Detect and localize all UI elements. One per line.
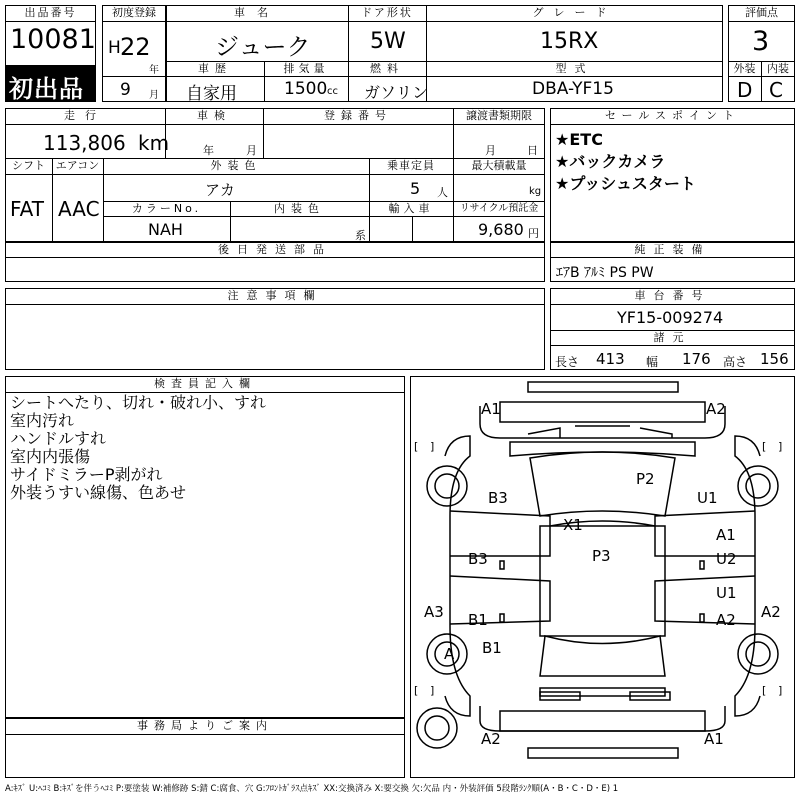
inspector-remark: ハンドルすれ <box>10 429 107 448</box>
max-load-label: 最大積載量 <box>471 159 527 172</box>
int-color-label: 内装色 <box>274 202 325 215</box>
svg-text:[: [ <box>414 440 419 453</box>
month: 9 <box>120 80 131 100</box>
mileage-unit: km <box>138 131 170 155</box>
recycle: 9,680 <box>478 220 524 239</box>
door-label: ドア形状 <box>361 6 413 19</box>
recycle-label: リサイクル預託金 <box>459 203 539 214</box>
damage-mark: A3 <box>424 603 444 621</box>
damage-mark: A1 <box>481 400 501 418</box>
damage-mark: A1 <box>704 730 724 748</box>
reg-number-label: 登録番号 <box>324 109 392 122</box>
office-label: 事務局よりご案内 <box>137 719 273 732</box>
ext-color: アカ <box>205 181 235 199</box>
height: 156 <box>760 350 789 368</box>
fuel-label: 燃料 <box>370 62 404 75</box>
inspection-year-unit: 年 <box>203 144 214 157</box>
import-label: 輸入車 <box>388 202 434 215</box>
displacement: 1500 <box>284 79 328 99</box>
damage-mark: P3 <box>592 547 611 565</box>
notes-label: 注意事項欄 <box>227 289 323 302</box>
svg-text:[: [ <box>414 684 419 697</box>
damage-mark: A2 <box>481 730 501 748</box>
svg-text:]: ] <box>430 684 435 697</box>
model: DBA-YF15 <box>532 79 614 99</box>
shift: FAT <box>10 197 45 221</box>
recycle-unit: 円 <box>528 227 539 240</box>
displacement-unit: cc <box>327 86 338 97</box>
max-load-unit: kg <box>529 186 542 197</box>
grade-label: グレード <box>532 6 617 19</box>
score-label: 評価点 <box>745 6 778 19</box>
color-no-label: カラーNo. <box>131 202 202 215</box>
damage-mark: A2 <box>706 400 726 418</box>
sales-point-item: ★バックカメラ <box>555 152 666 171</box>
month-unit: 月 <box>149 90 159 101</box>
damage-mark: B1 <box>468 611 488 629</box>
transfer-month-unit: 月 <box>485 144 496 157</box>
inspector-label: 検査員記入欄 <box>154 377 256 390</box>
mileage: 113,806 <box>43 131 126 155</box>
length-label: 長さ <box>555 355 580 369</box>
sales-point-item: ★ETC <box>555 130 603 149</box>
svg-text:]: ] <box>778 684 783 697</box>
history: 自家用 <box>186 84 237 104</box>
damage-mark: X1 <box>563 516 583 534</box>
inspector-remark: 外装うすい線傷、色あせ <box>10 483 187 502</box>
exterior-score-label: 外装 <box>733 62 756 75</box>
damage-mark: U2 <box>716 550 737 568</box>
lot-label: 出品番号 <box>24 6 77 19</box>
model-label: 型式 <box>555 62 594 75</box>
damage-mark: U1 <box>697 489 718 507</box>
later-parts-label: 後日発送部品 <box>218 243 332 256</box>
damage-mark: U1 <box>716 584 737 602</box>
dims-label: 諸元 <box>653 331 692 344</box>
interior-score-label: 内装 <box>767 62 789 75</box>
damage-mark: B3 <box>468 550 488 568</box>
inspection-label: 車検 <box>197 109 231 122</box>
equipment-value: ｴｱB ｱﾙﾐ PS PW <box>556 265 654 281</box>
damage-mark: A2 <box>761 603 781 621</box>
width: 176 <box>682 350 711 368</box>
damage-mark: A2 <box>716 611 736 629</box>
sales-point-item: ★プッシュスタート <box>555 174 696 193</box>
exterior-score: D <box>737 78 753 102</box>
capacity-label: 乗車定員 <box>387 159 435 172</box>
fuel: ガソリン <box>364 83 429 102</box>
grade: 15RX <box>540 29 599 54</box>
damage-mark: A1 <box>716 526 736 544</box>
transfer-day-unit: 日 <box>527 144 538 157</box>
capacity-unit: 人 <box>437 186 448 199</box>
displacement-label: 排気量 <box>283 62 329 75</box>
interior-score: C <box>769 78 783 102</box>
inspection-month-unit: 月 <box>246 144 257 157</box>
aircon: AAC <box>58 197 100 221</box>
width-label: 幅 <box>646 355 659 369</box>
legend: A:ｷｽﾞ U:ﾍｺﾐ B:ｷｽﾞを伴うﾍｺﾐ P:要塗装 W:補修跡 S:錆 C:腐食、穴 G:ﾌﾛﾝﾄｶﾞﾗｽ点ｷｽﾞ XX:交換済み X:要交換 欠:欠品 内・外装評価 5段階ﾗﾝｸ順(A・B・C・D・E) 1 <box>5 784 619 794</box>
color-no: NAH <box>148 220 183 239</box>
chassis-value: YF15-009274 <box>617 308 724 327</box>
year-unit: 年 <box>149 65 159 76</box>
transfer-label: 譲渡書類期限 <box>466 109 532 122</box>
door-type: 5W <box>370 29 406 54</box>
damage-mark: P2 <box>636 470 655 488</box>
inspector-remark: シートへたり、切れ・破れ小、すれ <box>10 393 267 412</box>
mileage-label: 走行 <box>64 109 106 122</box>
car-diagram <box>410 376 795 778</box>
chassis-label: 車台番号 <box>634 289 711 302</box>
svg-text:[: [ <box>762 440 767 453</box>
svg-text:[: [ <box>762 684 767 697</box>
equipment-label: 純正装備 <box>634 243 711 256</box>
car-name: ジューク <box>215 33 311 61</box>
capacity: 5 <box>410 179 421 198</box>
damage-mark: A <box>444 645 455 663</box>
damage-mark: B3 <box>488 489 508 507</box>
shift-label: シフト <box>12 159 45 172</box>
length: 413 <box>596 350 625 368</box>
svg-text:]: ] <box>778 440 783 453</box>
damage-mark: B1 <box>482 639 502 657</box>
inspector-remark: サイドミラーP剥がれ <box>10 465 163 484</box>
history-label: 車歴 <box>198 62 232 75</box>
height-label: 高さ <box>723 355 748 369</box>
inspector-remark: 室内汚れ <box>10 411 75 430</box>
sales-points-label: セールスポイント <box>604 109 740 122</box>
inspector-remark: 室内内張傷 <box>10 447 91 466</box>
ext-color-label: 外装色 <box>210 159 262 172</box>
first-listing-text: 初出品 <box>9 75 84 103</box>
year: 22 <box>120 33 151 61</box>
score: 3 <box>752 26 770 57</box>
details-box <box>5 108 545 242</box>
lot-number: 10081 <box>10 24 96 55</box>
car-name-label: 車名 <box>234 6 280 19</box>
first-reg-label: 初度登録 <box>112 6 156 19</box>
int-color-unit: 系 <box>355 229 366 242</box>
era: H <box>108 38 121 58</box>
svg-text:]: ] <box>430 440 435 453</box>
aircon-label: エアコン <box>55 159 100 172</box>
